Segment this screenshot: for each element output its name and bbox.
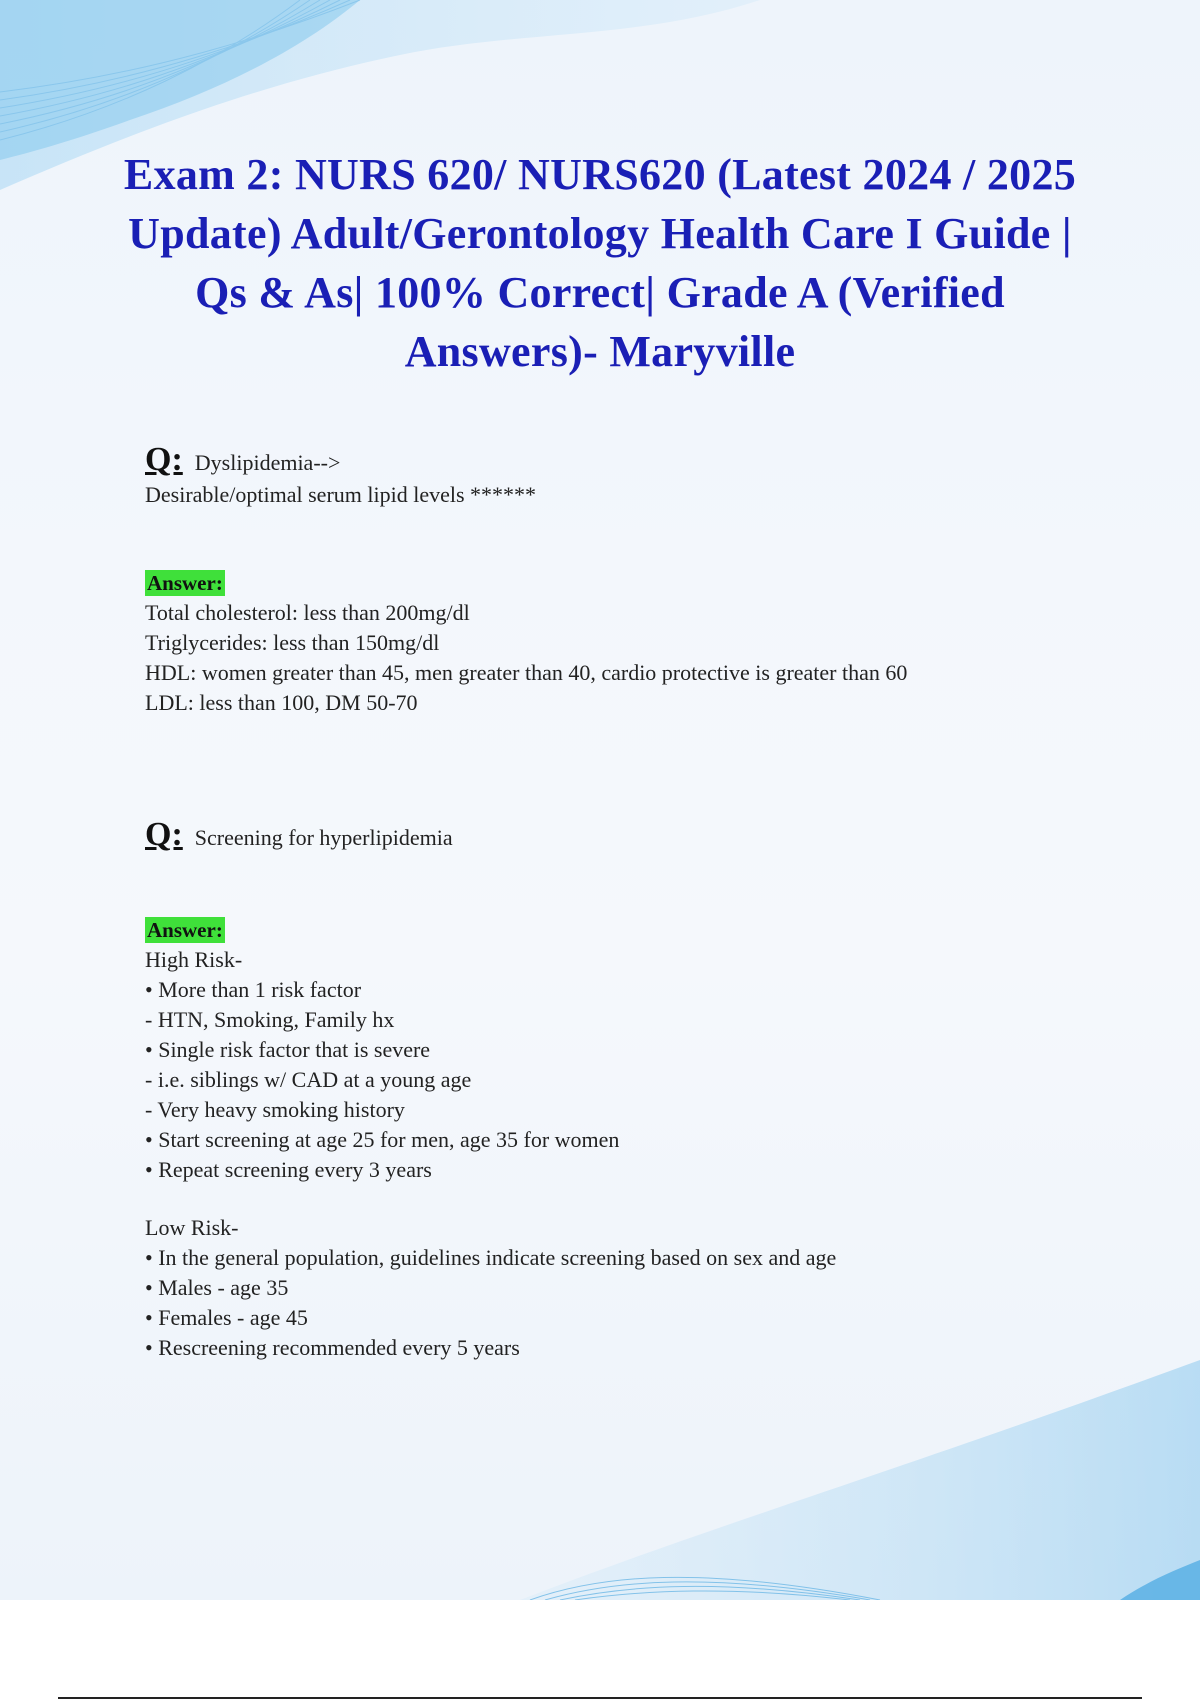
question-text-continued: Desirable/optimal serum lipid levels ******	[145, 482, 537, 507]
answer-line: - Very heavy smoking history	[145, 1097, 405, 1122]
question-line	[145, 441, 1075, 478]
question-text: Dyslipidemia-->	[194, 450, 341, 475]
answer-line: • Single risk factor that is severe	[145, 1037, 431, 1062]
answer-line: • Females - age 45	[145, 1305, 308, 1330]
answer-line: Total cholesterol: less than 200mg/dl	[145, 600, 470, 625]
answer-line: • Start screening at age 25 for men, age 35 for women	[145, 1127, 620, 1152]
document-title: Exam 2: NURS 620/ NURS620 (Latest 2024 / 2025 Update) Adult/Gerontology Health Care I Guide | Qs & As| 100% Correct| Grade A (Verified Answers)- Maryville	[123, 150, 1077, 376]
qa-item-1	[145, 441, 1075, 718]
answer-line: High Risk-	[145, 947, 243, 972]
answer-line: Low Risk-	[145, 1215, 239, 1240]
answer-badge: Answer:	[147, 571, 223, 595]
qa-item-2	[145, 816, 1075, 1363]
answer-line: - HTN, Smoking, Family hx	[145, 1007, 395, 1032]
answer-line: • More than 1 risk factor	[145, 977, 362, 1002]
answer-line: LDL: less than 100, DM 50-70	[145, 690, 418, 715]
answer-line: • Rescreening recommended every 5 years	[145, 1335, 520, 1360]
answer-badge: Answer:	[147, 918, 223, 942]
answer-line: • In the general population, guidelines indicate screening based on sex and age	[145, 1245, 837, 1270]
question-text: Screening for hyperlipidemia	[194, 825, 453, 850]
footer-divider	[58, 1697, 1142, 1699]
answer-line: - i.e. siblings w/ CAD at a young age	[145, 1067, 472, 1092]
answer-line: Triglycerides: less than 150mg/dl	[145, 630, 440, 655]
question-marker: Q:	[145, 441, 183, 478]
answer-line: • Males - age 35	[145, 1275, 289, 1300]
answer-line: HDL: women greater than 45, men greater than 40, cardio protective is greater than 60	[145, 660, 908, 685]
question-line	[145, 816, 1075, 853]
answer-line: • Repeat screening every 3 years	[145, 1157, 432, 1182]
question-marker: Q:	[145, 816, 183, 853]
